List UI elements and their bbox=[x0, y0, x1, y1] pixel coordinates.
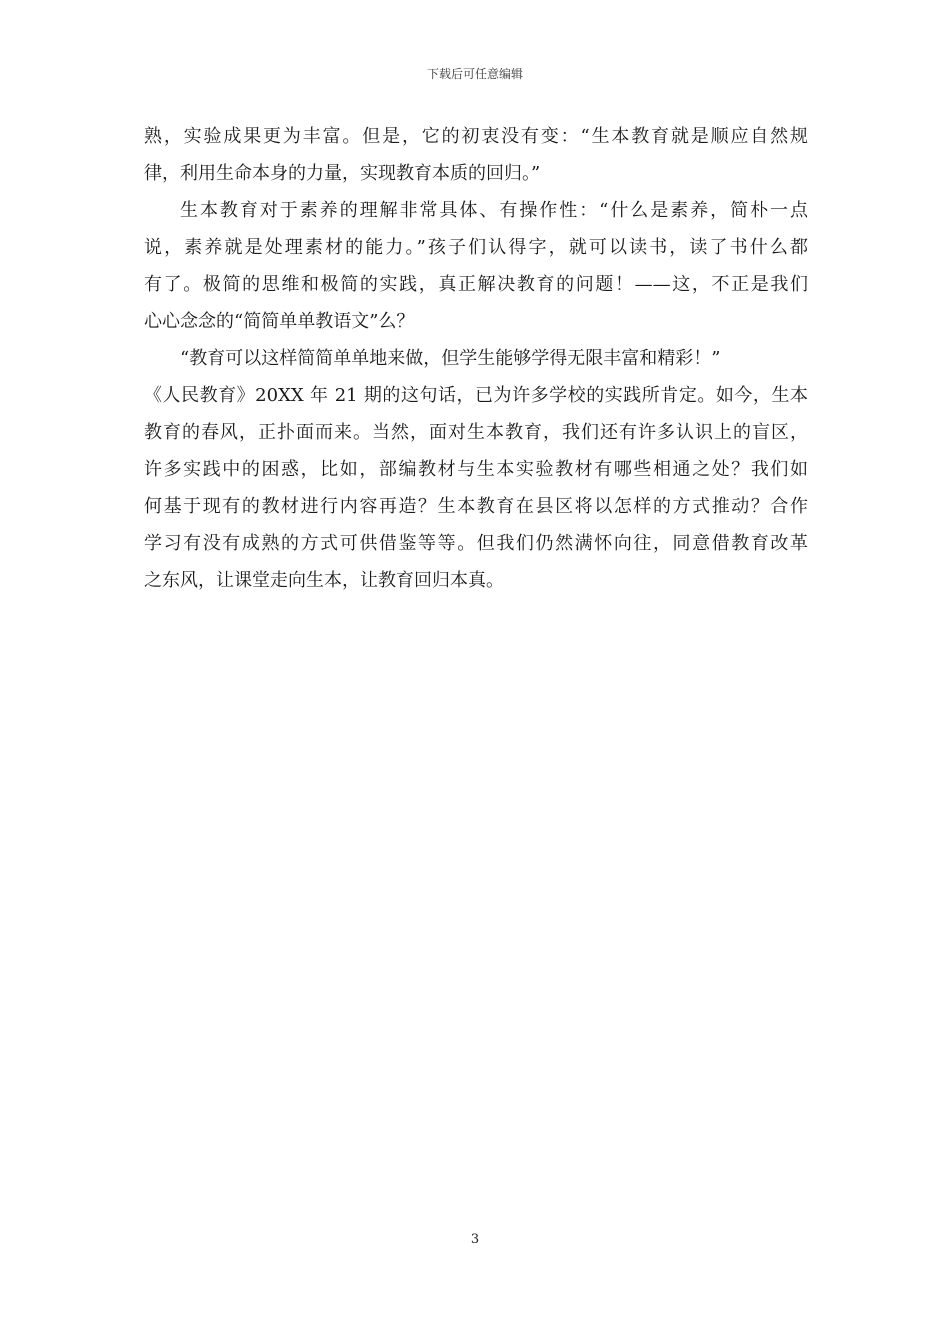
body-line: 有了。极简的思维和极简的实践，真正解决教育的问题！——这，不正是我们 bbox=[144, 274, 808, 295]
body-line: 何基于现有的教材进行内容再造？生本教育在县区将以怎样的方式推动？合作 bbox=[144, 496, 808, 517]
body-line: “教育可以这样简简单单地来做，但学生能够学得无限丰富和精彩！” bbox=[180, 348, 721, 369]
document-body bbox=[144, 118, 808, 599]
body-line: 学习有没有成熟的方式可供借鉴等等。但我们仍然满怀向往，同意借教育改革 bbox=[144, 533, 808, 554]
body-line: 说，素养就是处理素材的能力。”孩子们认得字，就可以读书，读了书什么都 bbox=[144, 237, 808, 258]
body-line: 生本教育对于素养的理解非常具体、有操作性：“什么是素养，简朴一点 bbox=[180, 200, 808, 221]
body-line: 律，利用生命本身的力量，实现教育本质的回归。” bbox=[144, 163, 541, 184]
body-line: 之东风，让课堂走向生本，让教育回归本真。 bbox=[144, 570, 504, 591]
body-line: 《人民教育》20XX 年 21 期的这句话，已为许多学校的实践所肯定。如今，生本 bbox=[144, 385, 808, 406]
body-line: 心心念念的“简简单单教语文”么？ bbox=[144, 311, 415, 332]
page-header: 下载后可任意编辑 bbox=[426, 67, 523, 81]
body-line: 教育的春风，正扑面而来。当然，面对生本教育，我们还有许多认识上的盲区， bbox=[144, 422, 808, 443]
body-line: 熟，实验成果更为丰富。但是，它的初衷没有变：“生本教育就是顺应自然规 bbox=[144, 126, 808, 147]
body-line: 许多实践中的困惑，比如，部编教材与生本实验教材有哪些相通之处？我们如 bbox=[144, 459, 808, 480]
page-number: 3 bbox=[470, 1232, 480, 1247]
